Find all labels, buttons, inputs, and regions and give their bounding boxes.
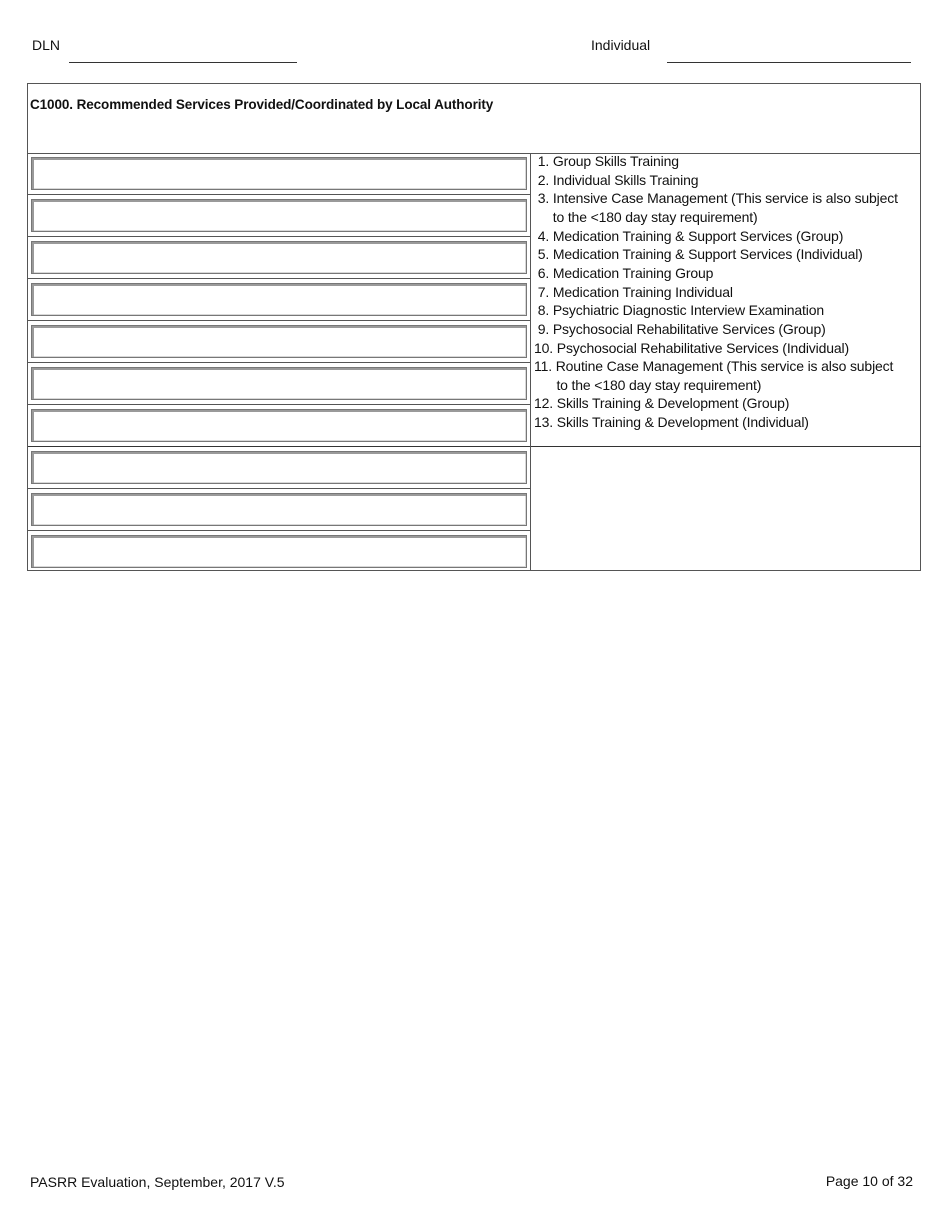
row-divider	[28, 530, 530, 531]
service-option: 2. Individual Skills Training	[534, 172, 699, 188]
column-divider	[530, 153, 531, 571]
service-code-field-3[interactable]	[31, 241, 527, 274]
row-divider	[28, 278, 530, 279]
service-option: 10. Psychosocial Rehabilitative Services (Individual)	[534, 340, 849, 356]
section-title: C1000. Recommended Services Provided/Coordinated by Local Authority	[30, 97, 494, 112]
row-divider	[28, 488, 530, 489]
service-code-field-9[interactable]	[31, 493, 527, 526]
footer-page-number: Page 10 of 32	[825, 1173, 913, 1189]
service-option-continuation: to the <180 day stay requirement)	[534, 209, 758, 225]
service-option: 11. Routine Case Management (This service is also subject	[534, 358, 894, 374]
service-option: 6. Medication Training Group	[534, 265, 714, 281]
service-code-field-10[interactable]	[31, 535, 527, 568]
row-divider	[28, 404, 530, 405]
service-code-field-1[interactable]	[31, 157, 527, 190]
service-option: 8. Psychiatric Diagnostic Interview Examination	[534, 302, 825, 318]
individual-label: Individual	[591, 37, 651, 53]
dln-line[interactable]	[69, 62, 297, 63]
service-option: 4. Medication Training & Support Services (Group)	[534, 228, 844, 244]
dln-label: DLN	[32, 37, 61, 53]
service-option: 13. Skills Training & Development (Individual)	[534, 414, 809, 430]
service-option: 3. Intensive Case Management (This service is also subject	[534, 190, 898, 206]
service-code-field-7[interactable]	[31, 409, 527, 442]
row-divider	[28, 236, 530, 237]
service-code-field-5[interactable]	[31, 325, 527, 358]
service-option: 12. Skills Training & Development (Group)	[534, 395, 790, 411]
service-code-field-6[interactable]	[31, 367, 527, 400]
row-divider	[28, 194, 530, 195]
footer-form-version: PASRR Evaluation, September, 2017 V.5	[30, 1174, 285, 1190]
row-divider	[28, 320, 530, 321]
service-option: 1. Group Skills Training	[534, 153, 679, 169]
service-option-continuation: to the <180 day stay requirement)	[534, 377, 762, 393]
individual-line[interactable]	[667, 62, 911, 63]
service-code-field-4[interactable]	[31, 283, 527, 316]
service-code-field-8[interactable]	[31, 451, 527, 484]
service-option: 7. Medication Training Individual	[534, 284, 733, 300]
service-option: 5. Medication Training & Support Services (Individual)	[534, 246, 863, 262]
service-code-field-2[interactable]	[31, 199, 527, 232]
row-divider	[28, 362, 530, 363]
divider	[28, 446, 921, 447]
service-option: 9. Psychosocial Rehabilitative Services (Group)	[534, 321, 826, 337]
